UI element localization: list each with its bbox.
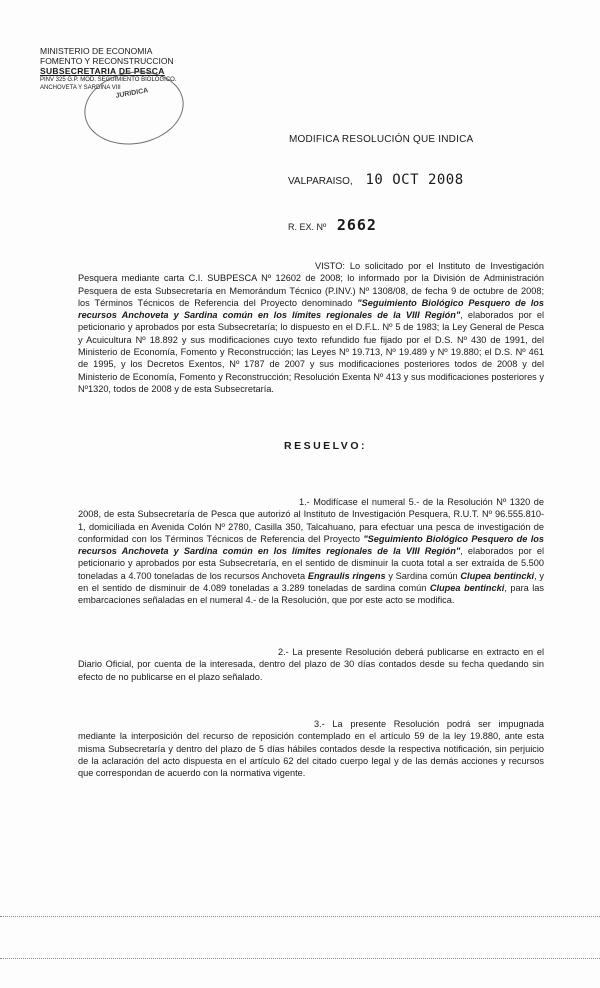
resolution-label: R. EX. Nº <box>288 222 327 232</box>
visto-lead: VISTO: <box>315 261 345 271</box>
place: VALPARAISO, <box>288 176 353 187</box>
scan-dotted-line-bottom <box>0 958 600 959</box>
ministry-name: MINISTERIO DE ECONOMIA <box>40 46 153 56</box>
place-date <box>288 172 464 188</box>
subsecretaria-name: SUBSECRETARIA DE PESCA <box>40 66 165 76</box>
ministry-name-line2: FOMENTO Y RECONSTRUCCION <box>40 56 174 66</box>
scan-dotted-line-top <box>0 916 600 917</box>
date-stamp: 10 OCT 2008 <box>365 172 464 188</box>
species-engraulis: Engraulis ringens <box>307 570 386 581</box>
stamp-label: JURIDICA <box>115 87 149 100</box>
visto-text-1: Lo solicitado por el Instituto de Investigación Pesquera mediante carta C.I. SUBPESCA Nº 12602 de 2008; lo informado por la División de Administración Pesquera de esta Subsecretaría en Memorándum Técnico (P.INV.) Nº 1308/08, de fecha 9 de octubre de 2008; los Términos Técnicos de Referencia del Proyecto denominado <box>78 261 544 308</box>
reference-code-line2: ANCHOVETA Y SARDINA VIII <box>40 85 121 91</box>
item1-text-4: , y en el sentido de disminuir de 4.089 toneladas a 3.289 toneladas de sardina común <box>78 570 544 594</box>
resolution-item-3: 3.- La presente Resolución podrá ser impugnada mediante la interposición del recurso de reposición contemplado en el artículo 59 de la ley 19.880, ante esta misma Subsecretaría y dentro del plazo de 5 días hábiles contados desde la respectiva notificación, sin perjuicio de la aclaración del acto dispuesta en el artículo 62 del citado cuerpo legal y de las demás acciones y recursos que correspondan de acuerdo con la normativa vigente. <box>78 719 544 779</box>
resolution-number-value: 2662 <box>336 216 377 234</box>
item1-text-3: y Sardina común <box>385 570 461 581</box>
resolution-item-1 <box>78 496 544 607</box>
document-title: MODIFICA RESOLUCIÓN QUE INDICA <box>289 134 474 145</box>
item1-project-name: "Seguimiento Biológico Pesquero de los recursos Anchoveta y Sardina común en los límites regionales de la VIII Región" <box>78 533 544 557</box>
resolution-item-2: 2.- La presente Resolución deberá publicarse en extracto en el Diario Oficial, por cuenta de la interesada, dentro del plazo de 30 días contados desde su fecha quedando sin efecto de no publicarse en el plazo señalado. <box>78 647 544 682</box>
resolution-number <box>288 216 377 234</box>
resuelvo-heading: RESUELVO: <box>284 440 367 452</box>
visto-paragraph <box>78 260 544 395</box>
item1-text-2: , elaborados por el peticionario y aprobados por esta Subsecretaría, en el sentido de disminuir la cuota total a ser extraída de 5.500 toneladas a 4.700 toneladas de los recursos Anchoveta <box>78 546 545 581</box>
item1-text-1: 1.- Modifícase el numeral 5.- de la Resolución Nº 1320 de 2008, de esta Subsecretaría de Pesca que autorizó al Instituto de Investigación Pesquera, R.U.T. Nº 96.555.810-1, domiciliada en Avenida Colón Nº 2780, Casilla 350, Talcahuano, para efectuar una pesca de investigación de conformidad con los Términos Técnicos de Referencia del Proyecto <box>78 497 544 544</box>
item1-text-5: , para las embarcaciones señaladas en el numeral 4.- de la Resolución, que por este acto se modifica. <box>78 583 544 606</box>
species-clupea-1: Clupea bentincki <box>460 570 535 581</box>
visto-project-name: "Seguimiento Biológico Pesquero de los recursos Anchoveta y Sardina común en los límites regionales de la VIII Región" <box>78 297 544 321</box>
reference-code: PINV 325 G.P. MOD. SEGUIMIENTO BIOLOGICO. <box>40 77 177 83</box>
visto-text-2: , elaborados por el peticionario y aprobados por esta Subsecretaría; lo dispuesto en el D.F.L. Nº 5 de 1983; la Ley General de Pesca y Acuicultura Nº 18.892 y sus modificaciones cuyo texto refundido fue fijado por el D.S. Nº 430 de 1991, del Ministerio de Economía, Fomento y Reconstrucción; las Leyes Nº 19.713, Nº 19.489 y Nº 19.880; el D.S. Nº 461 de 1995, y los Decretos Exentos, Nº 1787 de 2007 y sus modificaciones posteriores todos de 2008 y del Ministerio de Economía, Fomento y Reconstrucción; Resolución Exenta Nº 413 y sus modificaciones posteriores y Nº1320, todos de 2008 y de esta Subsecretaría. <box>78 310 545 394</box>
species-clupea-2: Clupea bentincki <box>429 583 505 594</box>
